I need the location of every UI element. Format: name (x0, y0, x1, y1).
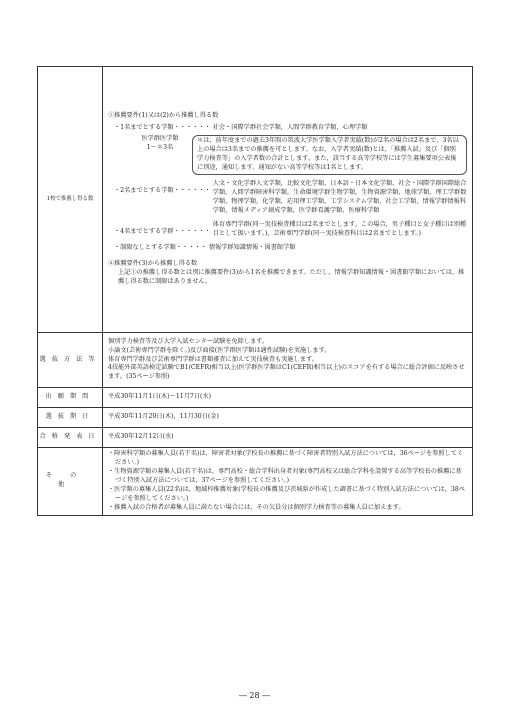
other-label: その他 (38, 448, 103, 516)
announcement-row (38, 428, 473, 448)
one-limit-name: ・1名までとする学類・・・・・・ (114, 124, 211, 132)
other-bullet-4: ・推薦入試の合格者が募集人員に満たない場合には，その欠員分は個別学力検査等の募集人員に加えます。 (108, 503, 405, 511)
unlimited-desc: 情報学群知識情報・図書館学類 (208, 243, 296, 251)
other-bullet-3: ・医学類の募集人員(22名)は，地域枠推薦対象(学校長の推薦及び茨城県が作成した調書に基づく特別入試方法については，38ページを参照してください。) (108, 485, 465, 502)
other-bullet-1: ・障害科学類の募集人員(若干名)は，障害者対象(学校長の推薦に基づく障害者特別入試方法については，36ページを参照してください。) (108, 450, 464, 466)
medical-item (128, 135, 467, 175)
medical-count: 1～＊3名 (146, 144, 174, 152)
exam-date-row (38, 408, 473, 428)
application-value: 平成30年11月1日(木)～11月7日(水) (103, 388, 473, 408)
one-limit-item (114, 124, 467, 133)
four-limit-desc: 体育専門学群(同一実技検査種目は2名までとします。この場合，男子種目と女子種目は別種目として扱います。)，芸術専門学群(同一実技検査科目は2名までとします。) (212, 220, 467, 237)
recommend-paragraph-2: 上記①の推薦し得る数とは別に推薦要件(3)から1名を推薦できます。ただし，情報学群知識情報・図書館学類においては，推薦し得る数に制限はありません。 (118, 268, 465, 285)
method-label: 選抜方法等 (38, 333, 103, 388)
method-line-1: 個別学力検査等及び大学入試センター試験を免除します。 (108, 337, 269, 345)
method-content (103, 333, 473, 388)
announcement-value: 平成30年12月12日(水) (103, 428, 473, 448)
other-content (103, 448, 473, 516)
method-line-2: 小論文(芸術専門学群を除く。)及び面接(医学群医学類は適性試験)を実施します。 (108, 346, 331, 354)
recommend-content (103, 67, 473, 333)
recommend-heading-1: ①推薦要件(1)又は(2)から推薦し得る数 (108, 112, 219, 120)
two-limit-item (114, 180, 467, 216)
application-label: 出願期間 (38, 388, 103, 408)
method-line-3: 体育専門学群及び芸術専門学群は書類審査に加えて実技検査も実施します。 (108, 355, 318, 363)
recommend-row (38, 67, 473, 333)
announcement-label: 合格発表日 (38, 428, 103, 448)
exam-date-label: 選抜期日 (38, 408, 103, 428)
recommend-label: 1校で推薦し得る数 (38, 67, 103, 333)
two-limit-name: ・2名までとする学類・・・・・・ (114, 187, 211, 195)
recommend-heading-2: ②推薦要件(3)から推薦し得る数 (108, 259, 198, 267)
application-row (38, 388, 473, 408)
two-limit-desc: 人文・文化学群人文学類，比較文化学類，日本語・日本文化学類，社会・国際学群国際総合学類，人間学群障害科学類，生命環境学群生物学類，生物資源学類，地球学類，理工学群数学類，物理学類，化学類，応用理工学類，工学システム学類，社会工学類，情報学群情報科学類，情報メディア創成学類，医学群看護学類，医療科学類 (212, 180, 467, 214)
medical-name: 医学群医学類 (141, 135, 179, 143)
four-limit-name: ・4名までとする学群・・・・・・ (114, 227, 211, 235)
one-limit-desc: 社会・国際学群社会学類，人間学群教育学類，心理学類 (212, 124, 368, 132)
page-number: ― 28 ― (238, 691, 271, 700)
exam-date-value: 平成30年11月29日(木)，11月30日(金) (103, 408, 473, 428)
medical-note: ＊は，前年度までの過去3年間の筑波大学医学類入学者実績(数)が2名の場合は2名まで，3名以上の場合は3名までの推薦を可とします。なお，入学者実績(数)とは，「推薦入試」及び「個別学力検査等」の入学者数の合計とします。また，該当する高等学校等には学生募集要項公表後に別途，通知します。通知がない高等学校等は1名とします。 (192, 135, 467, 175)
unlimited-item (114, 244, 467, 253)
other-bullet-2: ・生物資源学類の募集人員(若干名)は，専門高校・総合学科出身者対象(専門高校又は総合学科を設置する高等学校長の推薦に基づく特別入試方法については，37ページを参照してください。) (108, 467, 462, 484)
four-limit-item (114, 221, 467, 239)
method-line-4: 4技能外部英語検定試験でB1(CEFR)相当以上(医学群医学類はC1(CEFR)相当以上)のスコアを有する場合に総合評価に反映させます。(35ページ参照) (108, 364, 465, 381)
method-row (38, 333, 473, 388)
unlimited-name: ・制限なしとする学類・・・・・ (114, 243, 207, 251)
other-row (38, 448, 473, 516)
admission-info-table (37, 66, 473, 516)
